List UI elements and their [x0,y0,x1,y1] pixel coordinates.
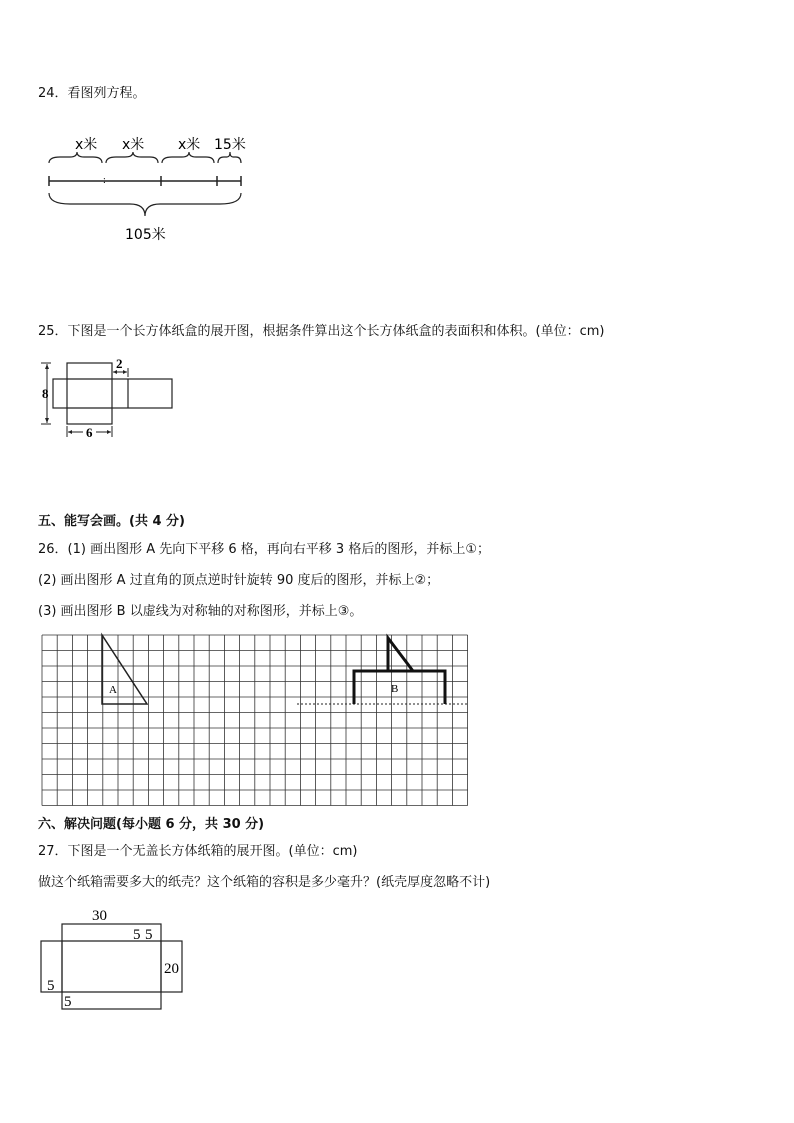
q25-dim-width: 2 [116,356,123,371]
q25-title: 25．下图是一个长方体纸盒的展开图，根据条件算出这个长方体纸盒的表面积和体积。(单位：cm) [38,324,605,339]
q27-label-top: 30 [92,908,107,924]
q24-total-label: 105米 [125,227,166,243]
svg-text::: : [103,175,106,186]
q24-seg3-label: x米 [178,137,201,153]
q24-seg4-label: 15米 [214,137,246,153]
q26-line1: 26．(1) 画出图形 A 先向下平移 6 格，再向右平移 3 格后的图形，并标上①； [38,542,490,557]
q27-label-top-right-b: 5 [145,927,153,943]
q24-seg2-label: x米 [122,137,145,153]
q27-label-bottom-left-b: 5 [64,994,72,1010]
q26-line2: (2) 画出图形 A 过直角的顶点逆时针旋转 90 度后的图形，并标上②； [38,573,440,588]
q25-dim-length: 6 [86,425,93,440]
shape-b-label: B [391,683,399,695]
section6-heading: 六、解决问题(每小题 6 分，共 30 分) [38,817,265,832]
q24-title: 24．看图列方程。 [38,86,146,101]
q27-question: 做这个纸箱需要多大的纸壳？这个纸箱的容积是多少毫升？(纸壳厚度忽略不计) [38,875,491,890]
q27-label-right: 20 [164,961,179,977]
q26-line3: (3) 画出图形 B 以虚线为对称轴的对称图形，并标上③。 [38,604,363,619]
shape-a-label: A [109,684,117,696]
q25-dim-height: 8 [42,386,49,401]
section5-heading: 五、能写会画。(共 4 分) [38,514,185,529]
q27-label-bottom-left-a: 5 [47,978,55,994]
q24-seg1-label: x米 [75,137,98,153]
q27-label-top-right-a: 5 [133,927,141,943]
q27-title: 27．下图是一个无盖长方体纸箱的展开图。(单位：cm) [38,844,358,859]
